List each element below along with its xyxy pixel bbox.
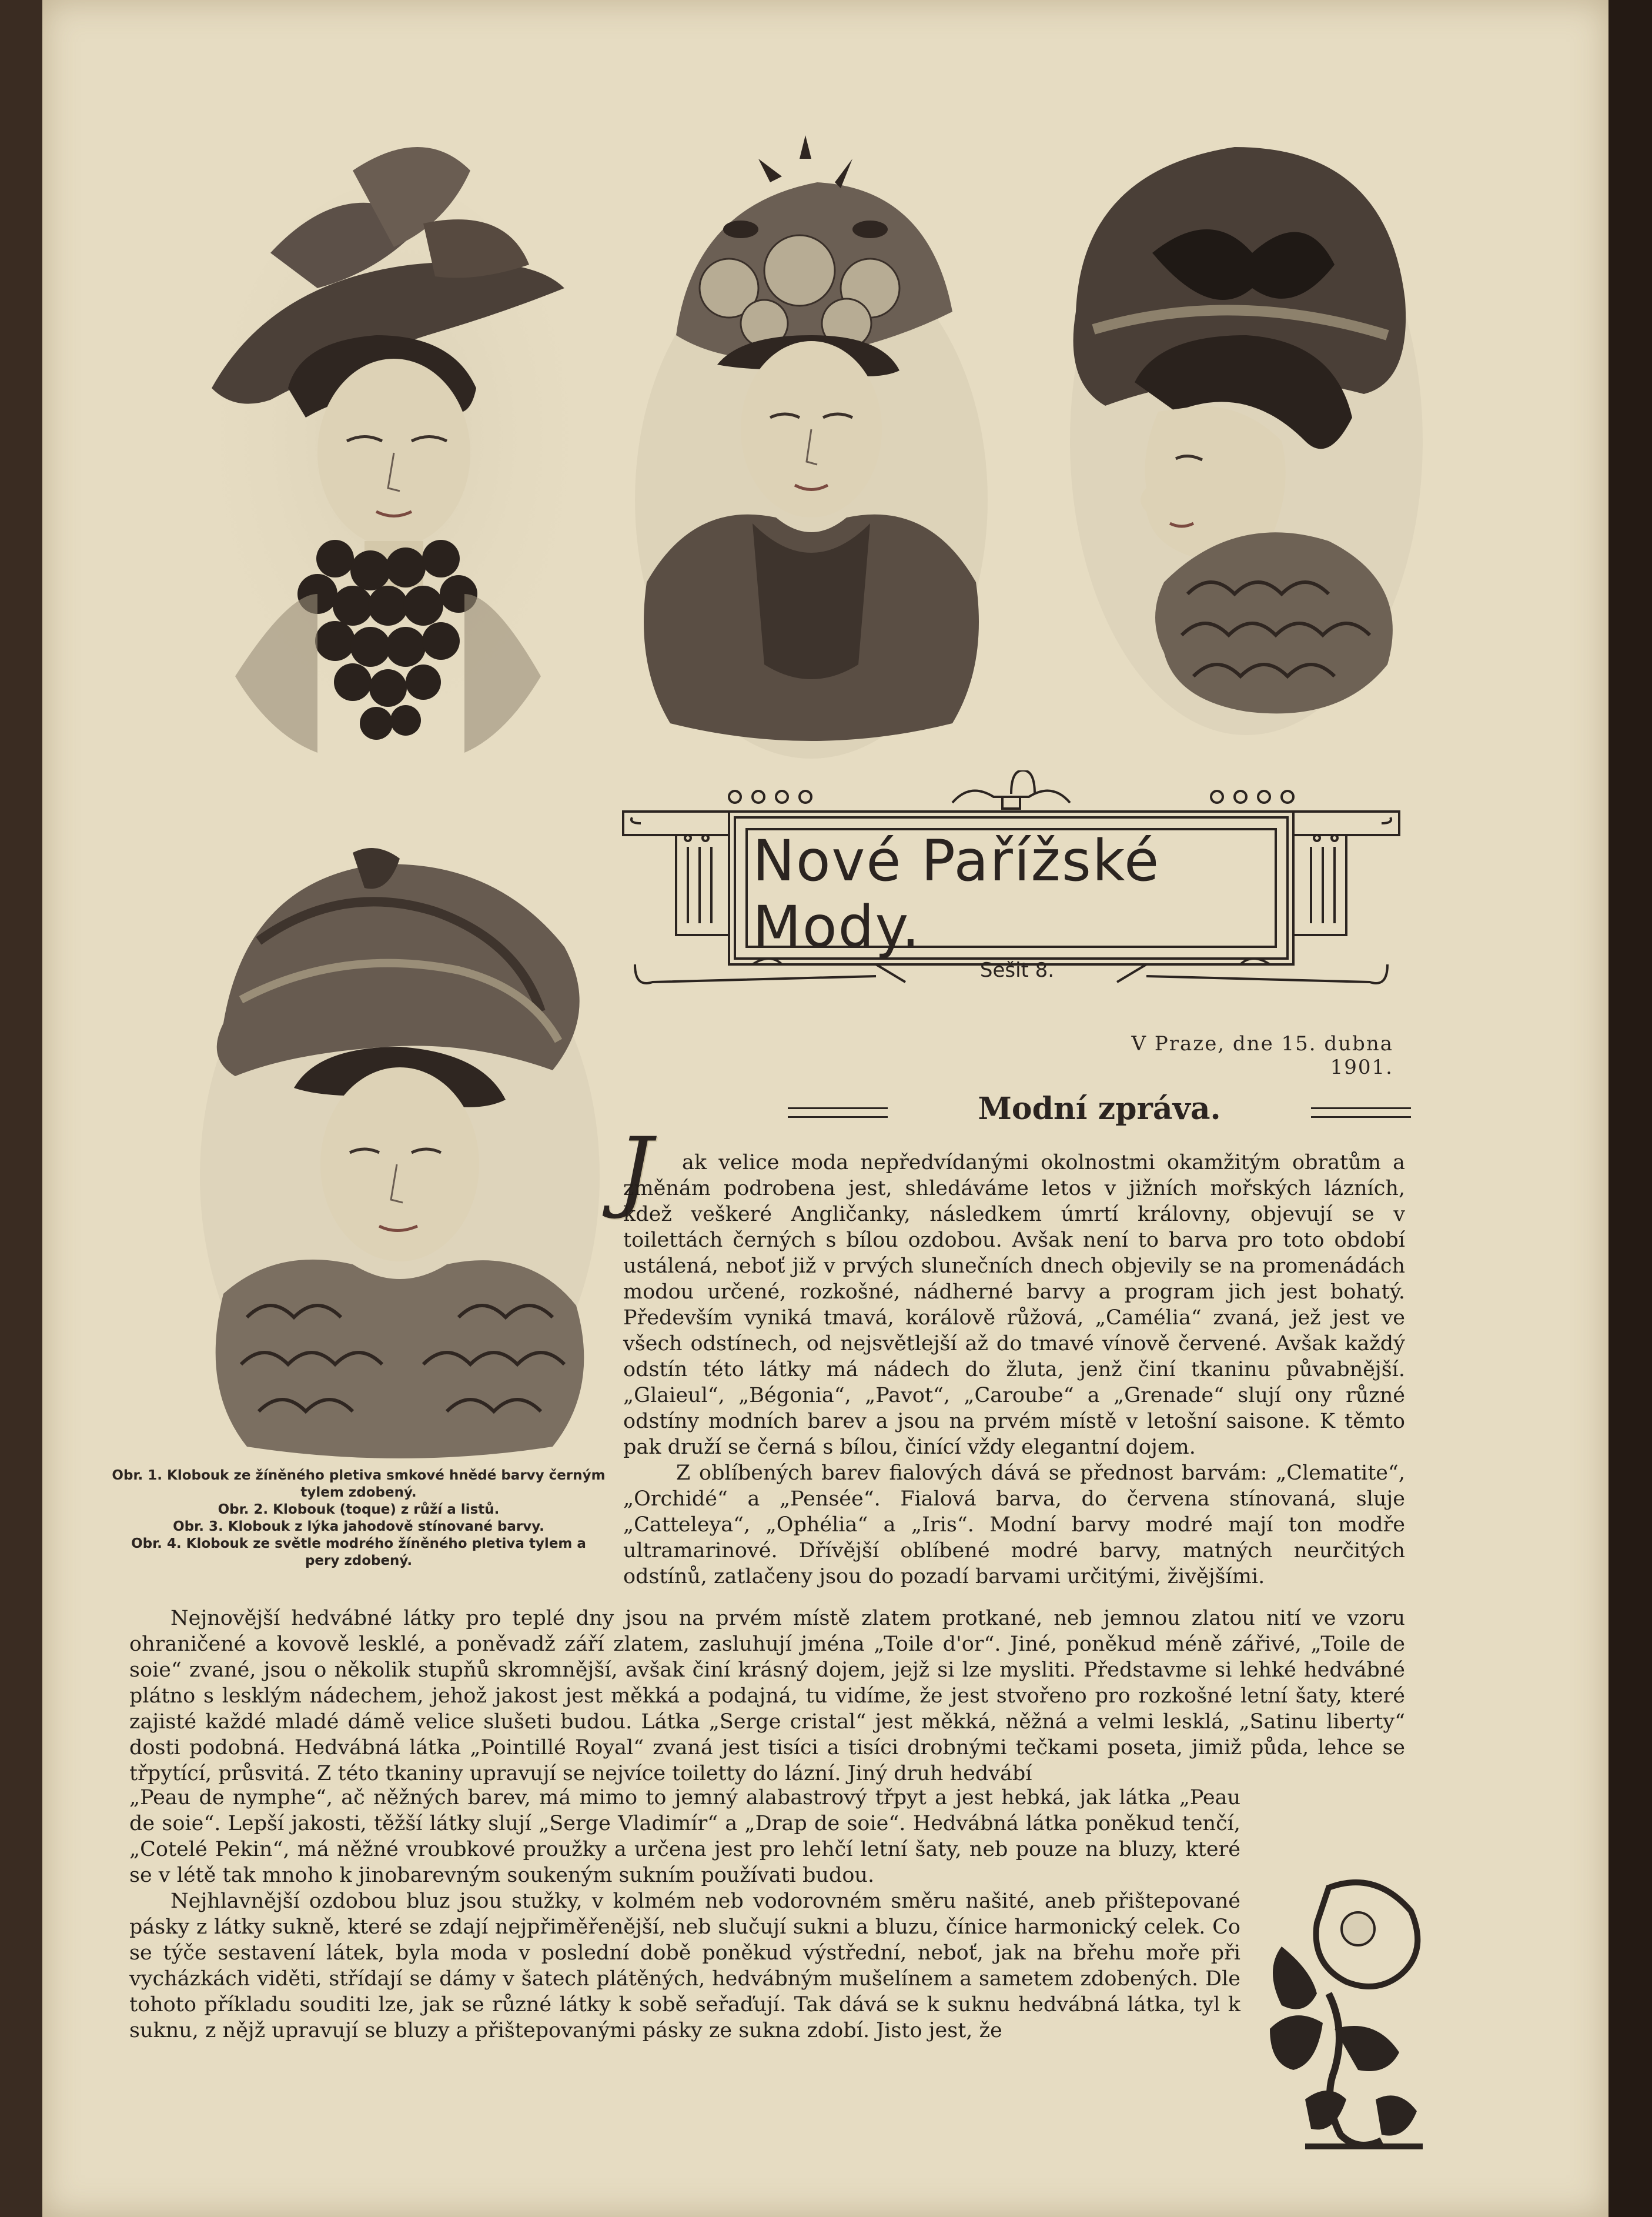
issue-number: Sešit 8. bbox=[979, 959, 1055, 982]
hat-illustration-1 bbox=[200, 135, 576, 764]
caption-2: Obr. 2. Klobouk (toque) z růží a listů. bbox=[218, 1502, 500, 1517]
book-binding-edge-left bbox=[0, 0, 42, 2217]
figure-captions bbox=[112, 1467, 606, 1570]
article-body-narrow bbox=[129, 1785, 1240, 2044]
article-paragraph-3: Nejnovější hedvábné látky pro teplé dny jsou na prvém místě zlatem protkané, neb jemnou zlatou nití ve vzoru ohraničené a kovově lesklé, a poněvadž září zlatem, zasluhují jména „Toile d'or“. Jiné, poněkud méně zářivé, „Toile de soie“ zvané, jsou o několik stupňů skromnější, avšak činí krásný dojem, jejž si lze mysliti. Představme si lehké hedvábné plátno s lesklým nádechem, jehož jakost jest měkká a podajná, tu vidíme, že jest stvořeno pro rozkošné letní šaty, které zajisté každé mladé dámě velice slušeti budou. Látka „Serge cristal“ jest měkká, něžná a velmi lesklá, „Satinu liberty“ dosti podobná. Hedvábná látka „Pointillé Royal“ zvaná jest tisíci a tisíci drobnými tečkami poseta, jimiž půda, lehce se třpytící, průsvitá. Z této tkaniny upravují se nejvíce toiletty do lázní. Jiný druh hedvábí bbox=[129, 1607, 1405, 1785]
article-heading-row bbox=[753, 1091, 1446, 1132]
article-column-right bbox=[623, 1150, 1405, 1590]
heading-rule-right bbox=[1311, 1107, 1411, 1118]
article-body-full-width bbox=[129, 1605, 1405, 1787]
article-paragraph-3b: „Peau de nymphe“, ač něžných barev, má mimo to jemný alabastrový třpyt a jest hebká, jak látka „Peau de soie“. Lepší jakosti, těžší látky slují „Serge Vladimír“ a „Drap de soie“. Hedvábná látka poněkud tenčí, „Cotelé Pekin“, má něžné vroubkové proužky a určena jest pro lehčí letní šaty, neb pouze na bluzy, které se v létě tak mnoho k jinobarevným soukeným sukním používati budou. bbox=[129, 1786, 1240, 1887]
article-paragraph-2: Z oblíbených barev fialových dává se přednost barvám: „Clematite“, „Orchidé“ a „Pensée“. Fialová barva, do červena stínovaná, sluje „Catteleya“, „Ophélia“ a „Iris“. Modní barvy modré mají ton modře ultramarinové. Dřívější oblíbené modré barvy, matných neurčitých odstínů, zatlačeny jsou do pozadí barvami určitými, živějšími. bbox=[623, 1461, 1405, 1588]
book-binding-edge-right bbox=[1608, 0, 1652, 2217]
article-paragraph-1: ak velice moda nepředvídanými okolnostmi okamžitým obratům a změnám podrobena jest, shledáváme letos v jižních mořských lázních, kdež veškeré Angličanky, následkem úmrtí královny, objevují se v toilettách černých s bílou ozdobou. Avšak není to barva pro toto období ustálená, neboť již v prvých slunečních dnech objevily se na promenádách modou určené, rozkošné, nádherné barvy a program jich jest bohatý. Především vyniká tmavá, korálově růžová, „Camélia“ zvaná, jež jest ve všech odstínech, od nejsvětlejší až do tmavé vínově červené. Avšak každý odstín této látky má nádech do žluta, jenž činí tkaninu půvabnější. „Glaieul“, „Bégonia“, „Pavot“, „Caroube“ a „Grenade“ slují ony různé odstíny modních barev a jsou na prvém místě v letošní saisone. K těmto pak druží se černá s bílou, činící vždy elegantní dojem. bbox=[623, 1151, 1405, 1459]
article-heading: Modní zpráva. bbox=[978, 1091, 1221, 1127]
iris-vignette-ornament bbox=[1258, 1876, 1429, 2158]
heading-rule-left bbox=[788, 1107, 888, 1118]
page-title: Nové Pařížské Mody. bbox=[753, 828, 1161, 960]
article-paragraph-4: Nejhlavnější ozdobou bluz jsou stužky, v kolmém neb vodorovném směru našité, aneb přištepované pásky z látky sukně, které se zdají nejpřiměřenější, neb slučují sukni a bluzu, čínice harmonický celek. Co se týče sestavení látek, byla moda v poslední době poněkud výstřední, neboť, jak na břehu moře při vycházkách viděti, střídají se dámy v šatech plátěných, hedvábným mušelínem a sametem zdobených. Dle tohoto příkladu souditi lze, jak se různé látky k sobě seřaďují. Tak dává se k suknu hedvábná látka, tyl k suknu, z nějž upravují se bluzy a přištepovanými pásky ze sukna zdobí. Jisto jest, že bbox=[129, 1889, 1240, 2042]
caption-1: Obr. 1. Klobouk ze žíněného pletiva smkové hnědé barvy černým tylem zdobený. bbox=[112, 1468, 606, 1500]
caption-3: Obr. 3. Klobouk z lýka jahodově stínované barvy. bbox=[173, 1519, 544, 1534]
drop-cap: J bbox=[617, 1119, 653, 1221]
hat-illustration-2 bbox=[623, 135, 994, 764]
hat-illustration-4 bbox=[188, 847, 611, 1464]
caption-4: Obr. 4. Klobouk ze světle modrého žíněného pletiva tylem a pery zdobený. bbox=[131, 1536, 586, 1568]
hat-illustration-3 bbox=[1058, 135, 1423, 747]
masthead-cartouche bbox=[617, 770, 1405, 1017]
dateline: V Praze, dne 15. dubna 1901. bbox=[1131, 1032, 1393, 1079]
